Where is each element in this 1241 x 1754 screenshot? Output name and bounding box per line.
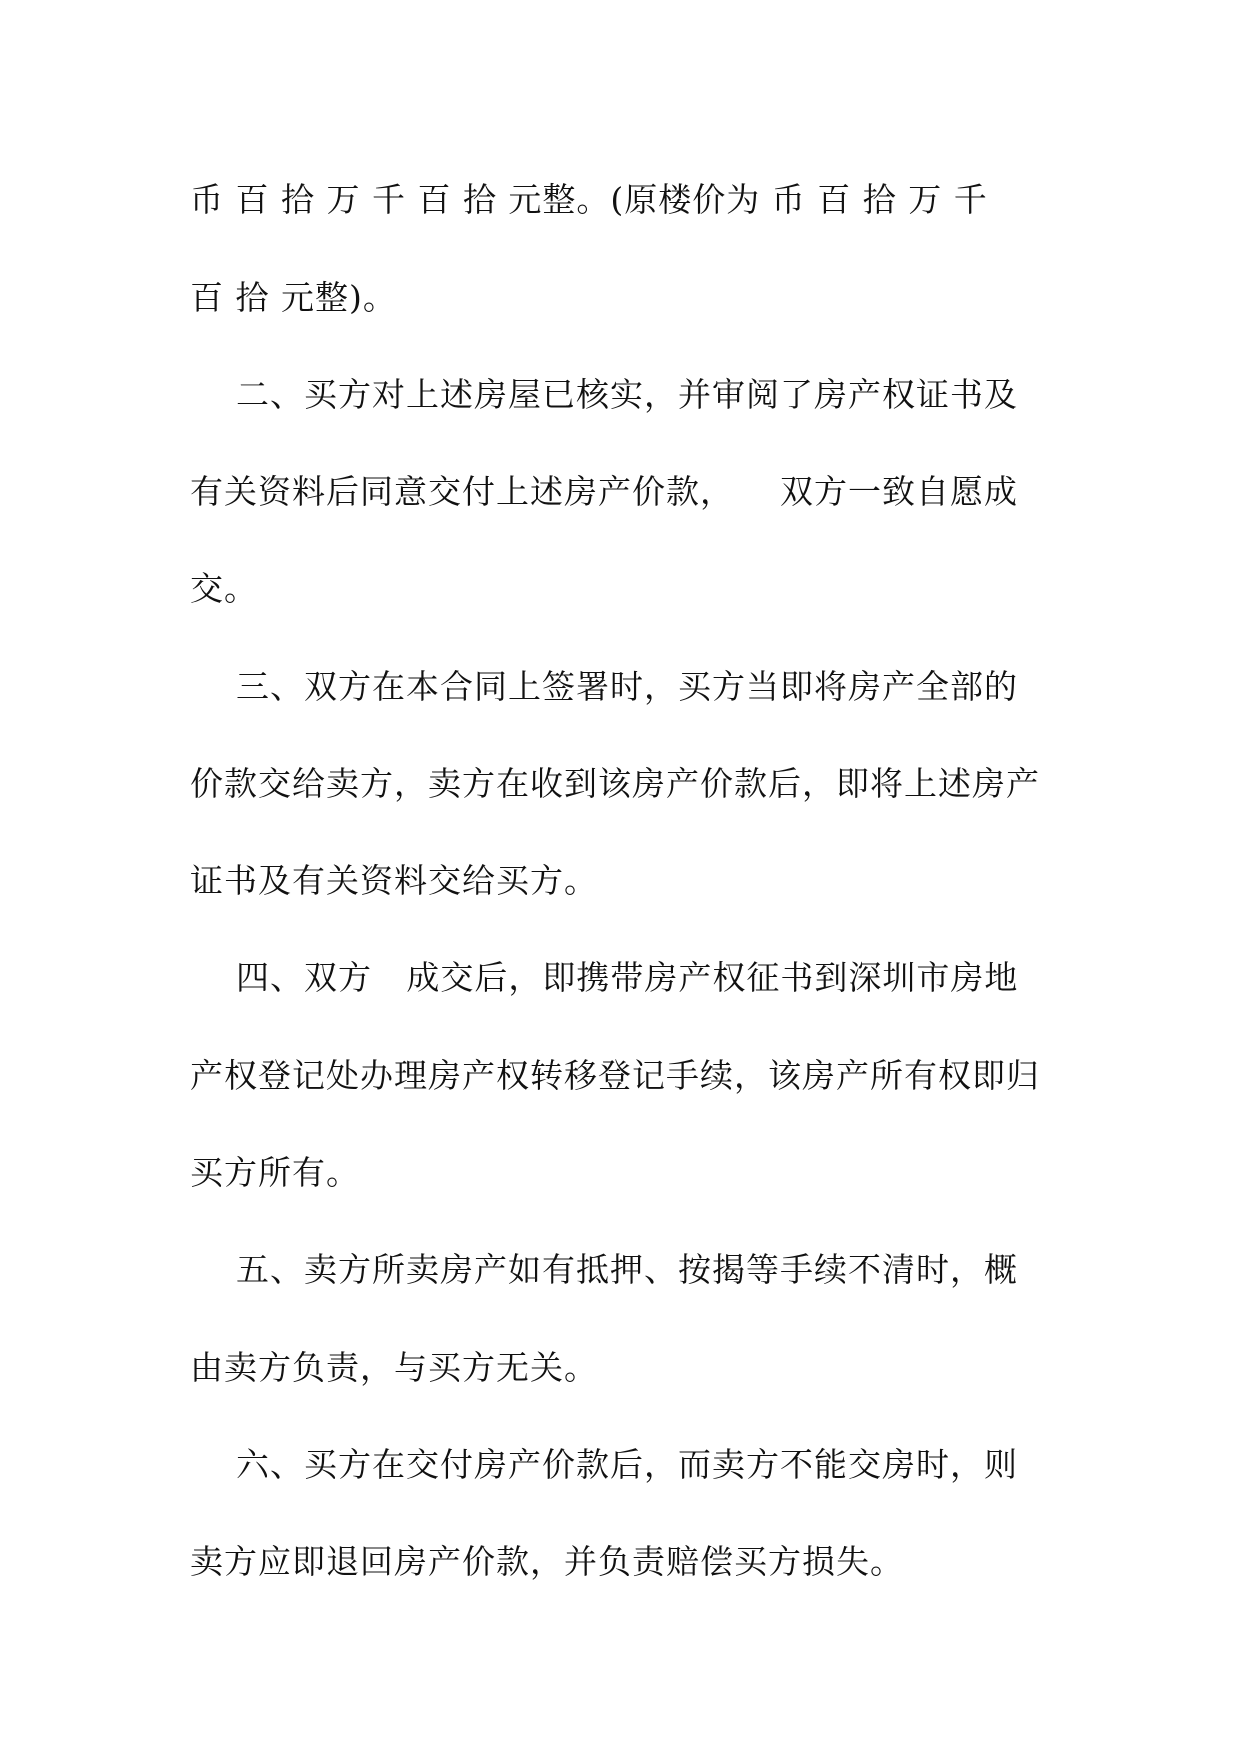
text-line: 币 百 拾 万 千 百 拾 元整。(原楼价为 币 百 拾 万 千 [190, 180, 988, 219]
text-line: 三、双方在本合同上签署时，买方当即将房产全部的 [190, 667, 1018, 706]
text-line: 证书及有关资料交给买方。 [190, 861, 598, 900]
text-line: 交。 [190, 569, 258, 608]
text-line: 百 拾 元整)。 [190, 278, 397, 317]
text-line: 价款交给卖方，卖方在收到该房产价款后，即将上述房产 [190, 764, 1040, 803]
text-line: 二、买方对上述房屋已核实，并审阅了房产权证书及 [190, 375, 1018, 414]
text-line: 买方所有。 [190, 1153, 360, 1192]
text-line: 产权登记处办理房产权转移登记手续，该房产所有权即归 [190, 1056, 1040, 1095]
text-line: 由卖方负责，与买方无关。 [190, 1348, 598, 1387]
text-line: 四、双方 成交后，即携带房产权征书到深圳市房地 [190, 958, 1019, 997]
text-line: 卖方应即退回房产价款，并负责赔偿买方损失。 [190, 1542, 904, 1581]
text-line: 五、卖方所卖房产如有抵押、按揭等手续不清时，概 [190, 1250, 1018, 1289]
text-line: 六、买方在交付房产价款后，而卖方不能交房时，则 [190, 1445, 1018, 1484]
text-line: 有关资料后同意交付上述房产价款， 双方一致自愿成 [190, 472, 1018, 511]
